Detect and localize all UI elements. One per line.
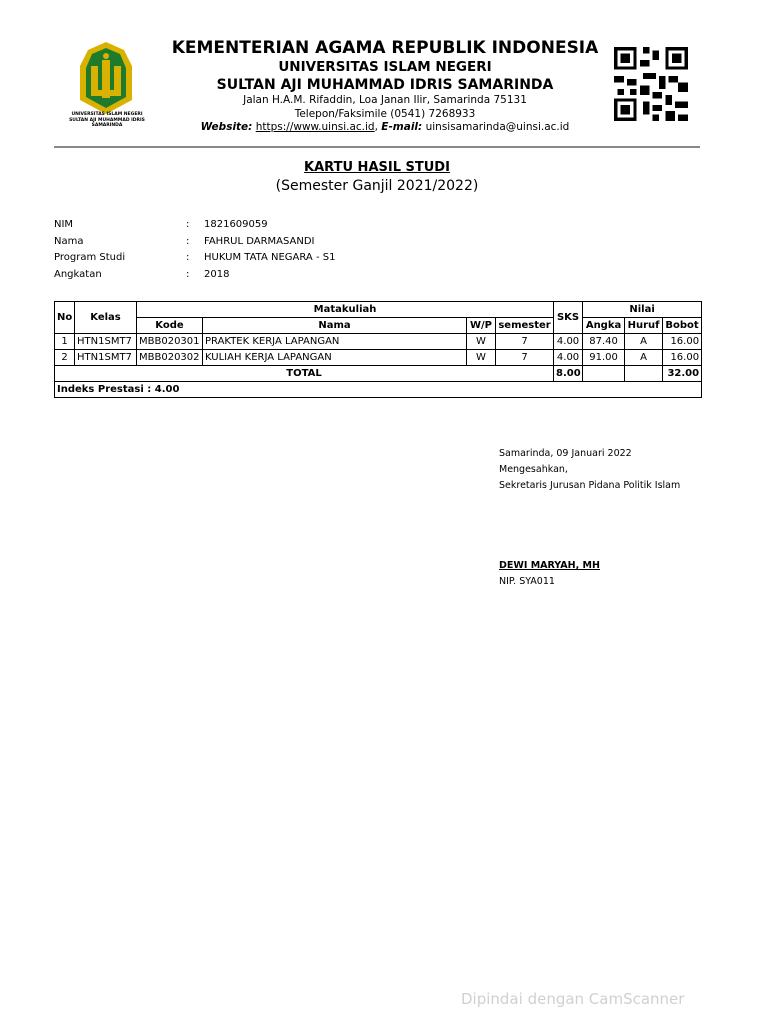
- university-type: UNIVERSITAS ISLAM NEGERI: [278, 59, 492, 75]
- nama-value: FAHRUL DARMASANDI: [204, 235, 315, 247]
- info-row-prodi: Program Studi : HUKUM TATA NEGARA - S1: [54, 252, 336, 264]
- header-semester: semester: [496, 318, 554, 334]
- table-ip-row: [55, 382, 702, 398]
- info-row-nim: NIM : 1821609059: [54, 218, 268, 230]
- student-info: [54, 216, 335, 283]
- signature-block: [499, 446, 680, 494]
- info-row-nama: Nama : FAHRUL DARMASANDI: [54, 235, 315, 247]
- prodi-value: HUKUM TATA NEGARA - S1: [204, 252, 336, 264]
- signer-name: DEWI MARYAH, MH: [499, 560, 600, 571]
- signer-nip: NIP. SYA011: [499, 576, 555, 587]
- header-nama: Nama: [203, 318, 467, 334]
- contact-line: Website: https://www.uinsi.ac.id, E-mail: uinsisamarinda@uinsi.ac.id: [200, 121, 570, 133]
- table-header-row: [55, 302, 702, 318]
- letterhead: [160, 38, 610, 135]
- header-sks: SKS: [554, 302, 583, 334]
- title-semester: (Semester Ganjil 2021/2022): [275, 178, 479, 194]
- header-nilai: Nilai: [583, 302, 702, 318]
- header-kelas: Kelas: [75, 302, 137, 334]
- total-sks: 8.00: [554, 366, 583, 382]
- grades-table: [54, 301, 702, 398]
- logo-caption: UNIVERSITAS ISLAM NEGERI SULTAN AJI MUHAMMAD IDRIS SAMARINDA: [69, 112, 145, 128]
- phone: Telepon/Faksimile (0541) 7268933: [294, 107, 476, 120]
- table-total-row: [55, 366, 702, 382]
- address: Jalan H.A.M. Rifaddin, Loa Janan Ilir, Samarinda 75131: [243, 94, 527, 106]
- signer: [499, 558, 600, 590]
- title-main: KARTU HASIL STUDI: [304, 160, 450, 175]
- total-bobot: 32.00: [663, 366, 702, 382]
- scanner-watermark: Dipindai dengan CamScanner: [461, 990, 685, 1008]
- ministry-name: KEMENTERIAN AGAMA REPUBLIK INDONESIA: [171, 38, 599, 58]
- website-link[interactable]: https://www.uinsi.ac.id: [255, 121, 375, 133]
- university-name: SULTAN AJI MUHAMMAD IDRIS SAMARINDA: [216, 77, 554, 93]
- indeks-prestasi: Indeks Prestasi : 4.00: [55, 382, 702, 398]
- total-label: TOTAL: [55, 366, 554, 382]
- approval-label: Mengesahkan,: [499, 464, 568, 475]
- table-row: 1 HTN1SMT7 MBB020301 PRAKTEK KERJA LAPANGAN W 7 4.00 87.40 A 16.00: [55, 334, 702, 350]
- info-row-angkatan: Angkatan : 2018: [54, 269, 230, 281]
- qr-code-icon: [611, 44, 691, 124]
- header-angka: Angka: [583, 318, 625, 334]
- header-wp: W/P: [467, 318, 496, 334]
- header-huruf: Huruf: [625, 318, 663, 334]
- place-date: Samarinda, 09 Januari 2022: [499, 448, 632, 459]
- table-subheader-row: [55, 318, 702, 334]
- header-kode: Kode: [137, 318, 203, 334]
- signer-position: Sekretaris Jurusan Pidana Politik Islam: [499, 480, 681, 491]
- nim-value: 1821609059: [204, 218, 268, 230]
- header-bobot: Bobot: [663, 318, 702, 334]
- email-link[interactable]: uinsisamarinda@uinsi.ac.id: [425, 121, 570, 133]
- header-no: No: [55, 302, 75, 334]
- header-matakuliah: Matakuliah: [137, 302, 554, 318]
- table-row: 2 HTN1SMT7 MBB020302 KULIAH KERJA LAPANGAN W 7 4.00 91.00 A 16.00: [55, 350, 702, 366]
- header-divider: [54, 146, 700, 148]
- document-title: [0, 160, 754, 196]
- angkatan-value: 2018: [204, 269, 230, 281]
